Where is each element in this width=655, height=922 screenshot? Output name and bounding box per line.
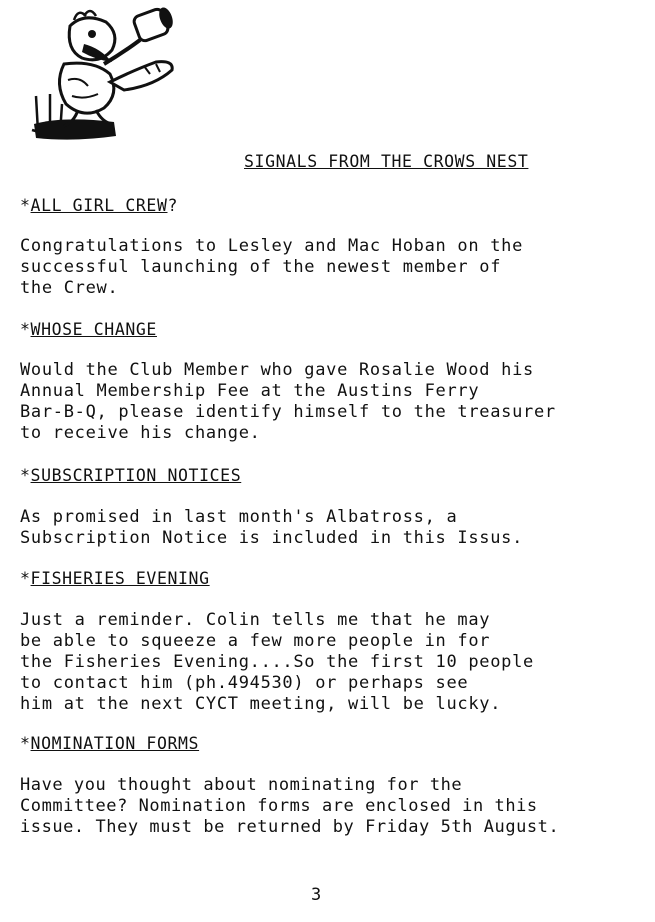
section-heading-fisheries-evening: *FISHERIES EVENING	[20, 569, 210, 588]
page-title: SIGNALS FROM THE CROWS NEST	[244, 152, 529, 171]
section-body-all-girl-crew: Congratulations to Lesley and Mac Hoban on the successful launching of the newest member of the Crew.	[20, 236, 524, 298]
section-heading-all-girl-crew: *ALL GIRL CREW?	[20, 196, 179, 215]
section-heading-subscription-notices: *SUBSCRIPTION NOTICES	[20, 466, 242, 485]
section-heading-nomination-forms: *NOMINATION FORMS	[20, 734, 200, 753]
section-heading-whose-change: *WHOSE CHANGE	[20, 320, 157, 339]
section-body-nomination-forms: Have you thought about nominating for the Committee? Nomination forms are enclosed in this issue. They must be returned by Friday 5th August.	[20, 775, 560, 837]
section-body-fisheries-evening: Just a reminder. Colin tells me that he may be able to squeeze a few more people in for the Fisheries Evening....So the first 10 people to contact him (ph.494530) or perhaps see him at the next CYCT meeting, will be lucky.	[20, 610, 534, 714]
crow-lookout-illustration	[24, 4, 184, 144]
section-body-whose-change: Would the Club Member who gave Rosalie Wood his Annual Membership Fee at the Austins Ferry Bar-B-Q, please identify himself to the treasurer to receive his change.	[20, 360, 556, 443]
page-number: 3	[311, 885, 322, 905]
section-body-subscription-notices: As promised in last month's Albatross, a Subscription Notice is included in this Issus.	[20, 507, 524, 548]
